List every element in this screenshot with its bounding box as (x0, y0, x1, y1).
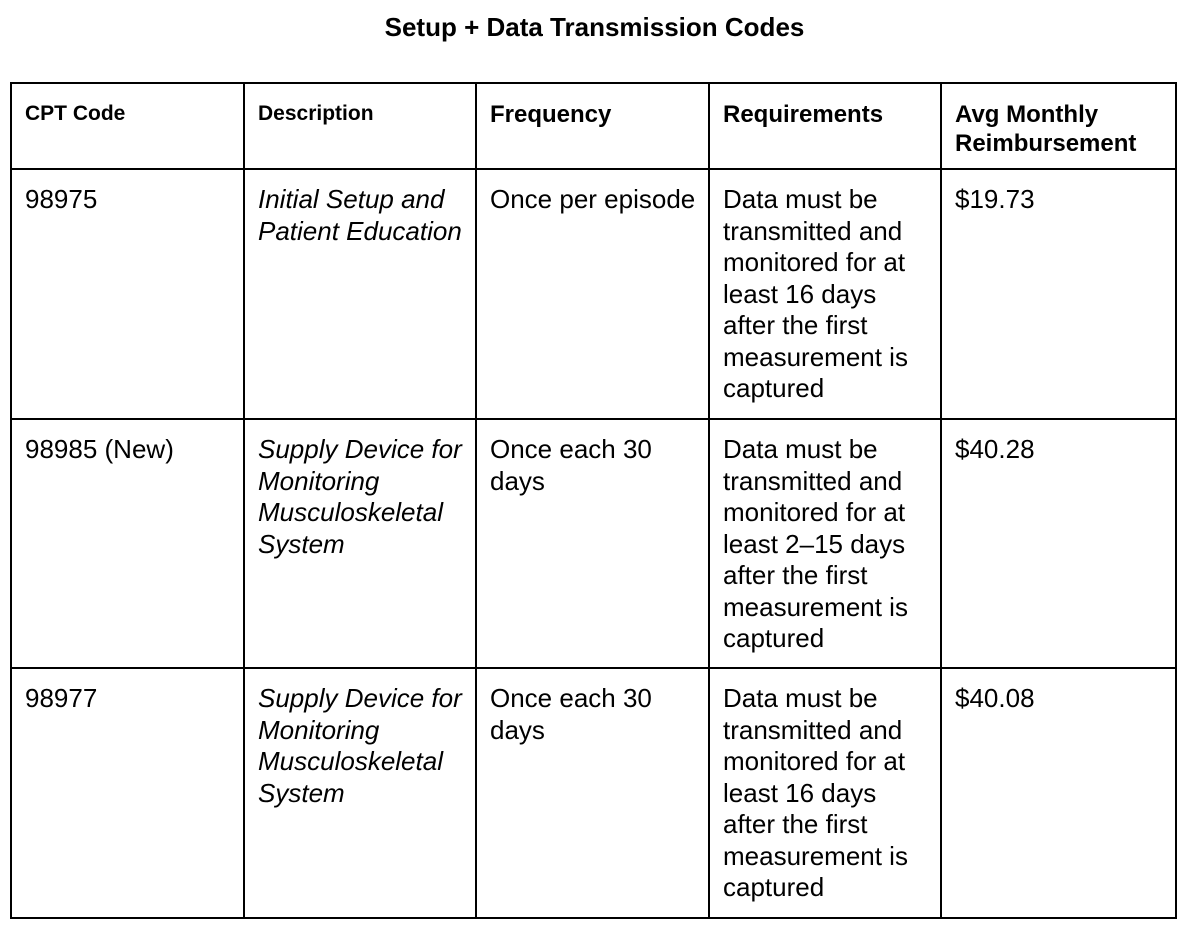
table-row (11, 419, 1176, 668)
table-header-row (11, 83, 1176, 169)
frequency-cell: Once per episode (476, 169, 709, 419)
reimbursement-cell: $40.08 (941, 668, 1176, 918)
frequency-cell: Once each 30 days (476, 419, 709, 668)
page-title: Setup + Data Transmission Codes (384, 12, 805, 42)
reimbursement-cell: $19.73 (941, 169, 1176, 419)
header-frequency: Frequency (476, 83, 709, 169)
cpt-codes-table (10, 82, 1177, 919)
description-cell: Initial Setup and Patient Education (244, 169, 476, 419)
header-avg-monthly-reimbursement: Avg Monthly Reimbursement (941, 83, 1176, 169)
frequency-cell: Once each 30 days (476, 668, 709, 918)
table-row (11, 668, 1176, 918)
cpt-code-cell: 98985 (New) (11, 419, 244, 668)
header-description: Description (244, 83, 476, 169)
header-cpt-code: CPT Code (11, 83, 244, 169)
header-requirements: Requirements (709, 83, 941, 169)
description-cell: Supply Device for Monitoring Musculoskeletal System (244, 419, 476, 668)
table-row (11, 169, 1176, 419)
requirements-cell: Data must be transmitted and monitored for at least 16 days after the first measurement is captured (709, 169, 941, 419)
description-cell: Supply Device for Monitoring Musculoskeletal System (244, 668, 476, 918)
requirements-cell: Data must be transmitted and monitored for at least 2–15 days after the first measurement is captured (709, 419, 941, 668)
cpt-code-cell: 98975 (11, 169, 244, 419)
requirements-cell: Data must be transmitted and monitored for at least 16 days after the first measurement is captured (709, 668, 941, 918)
cpt-code-cell: 98977 (11, 668, 244, 918)
reimbursement-cell: $40.28 (941, 419, 1176, 668)
